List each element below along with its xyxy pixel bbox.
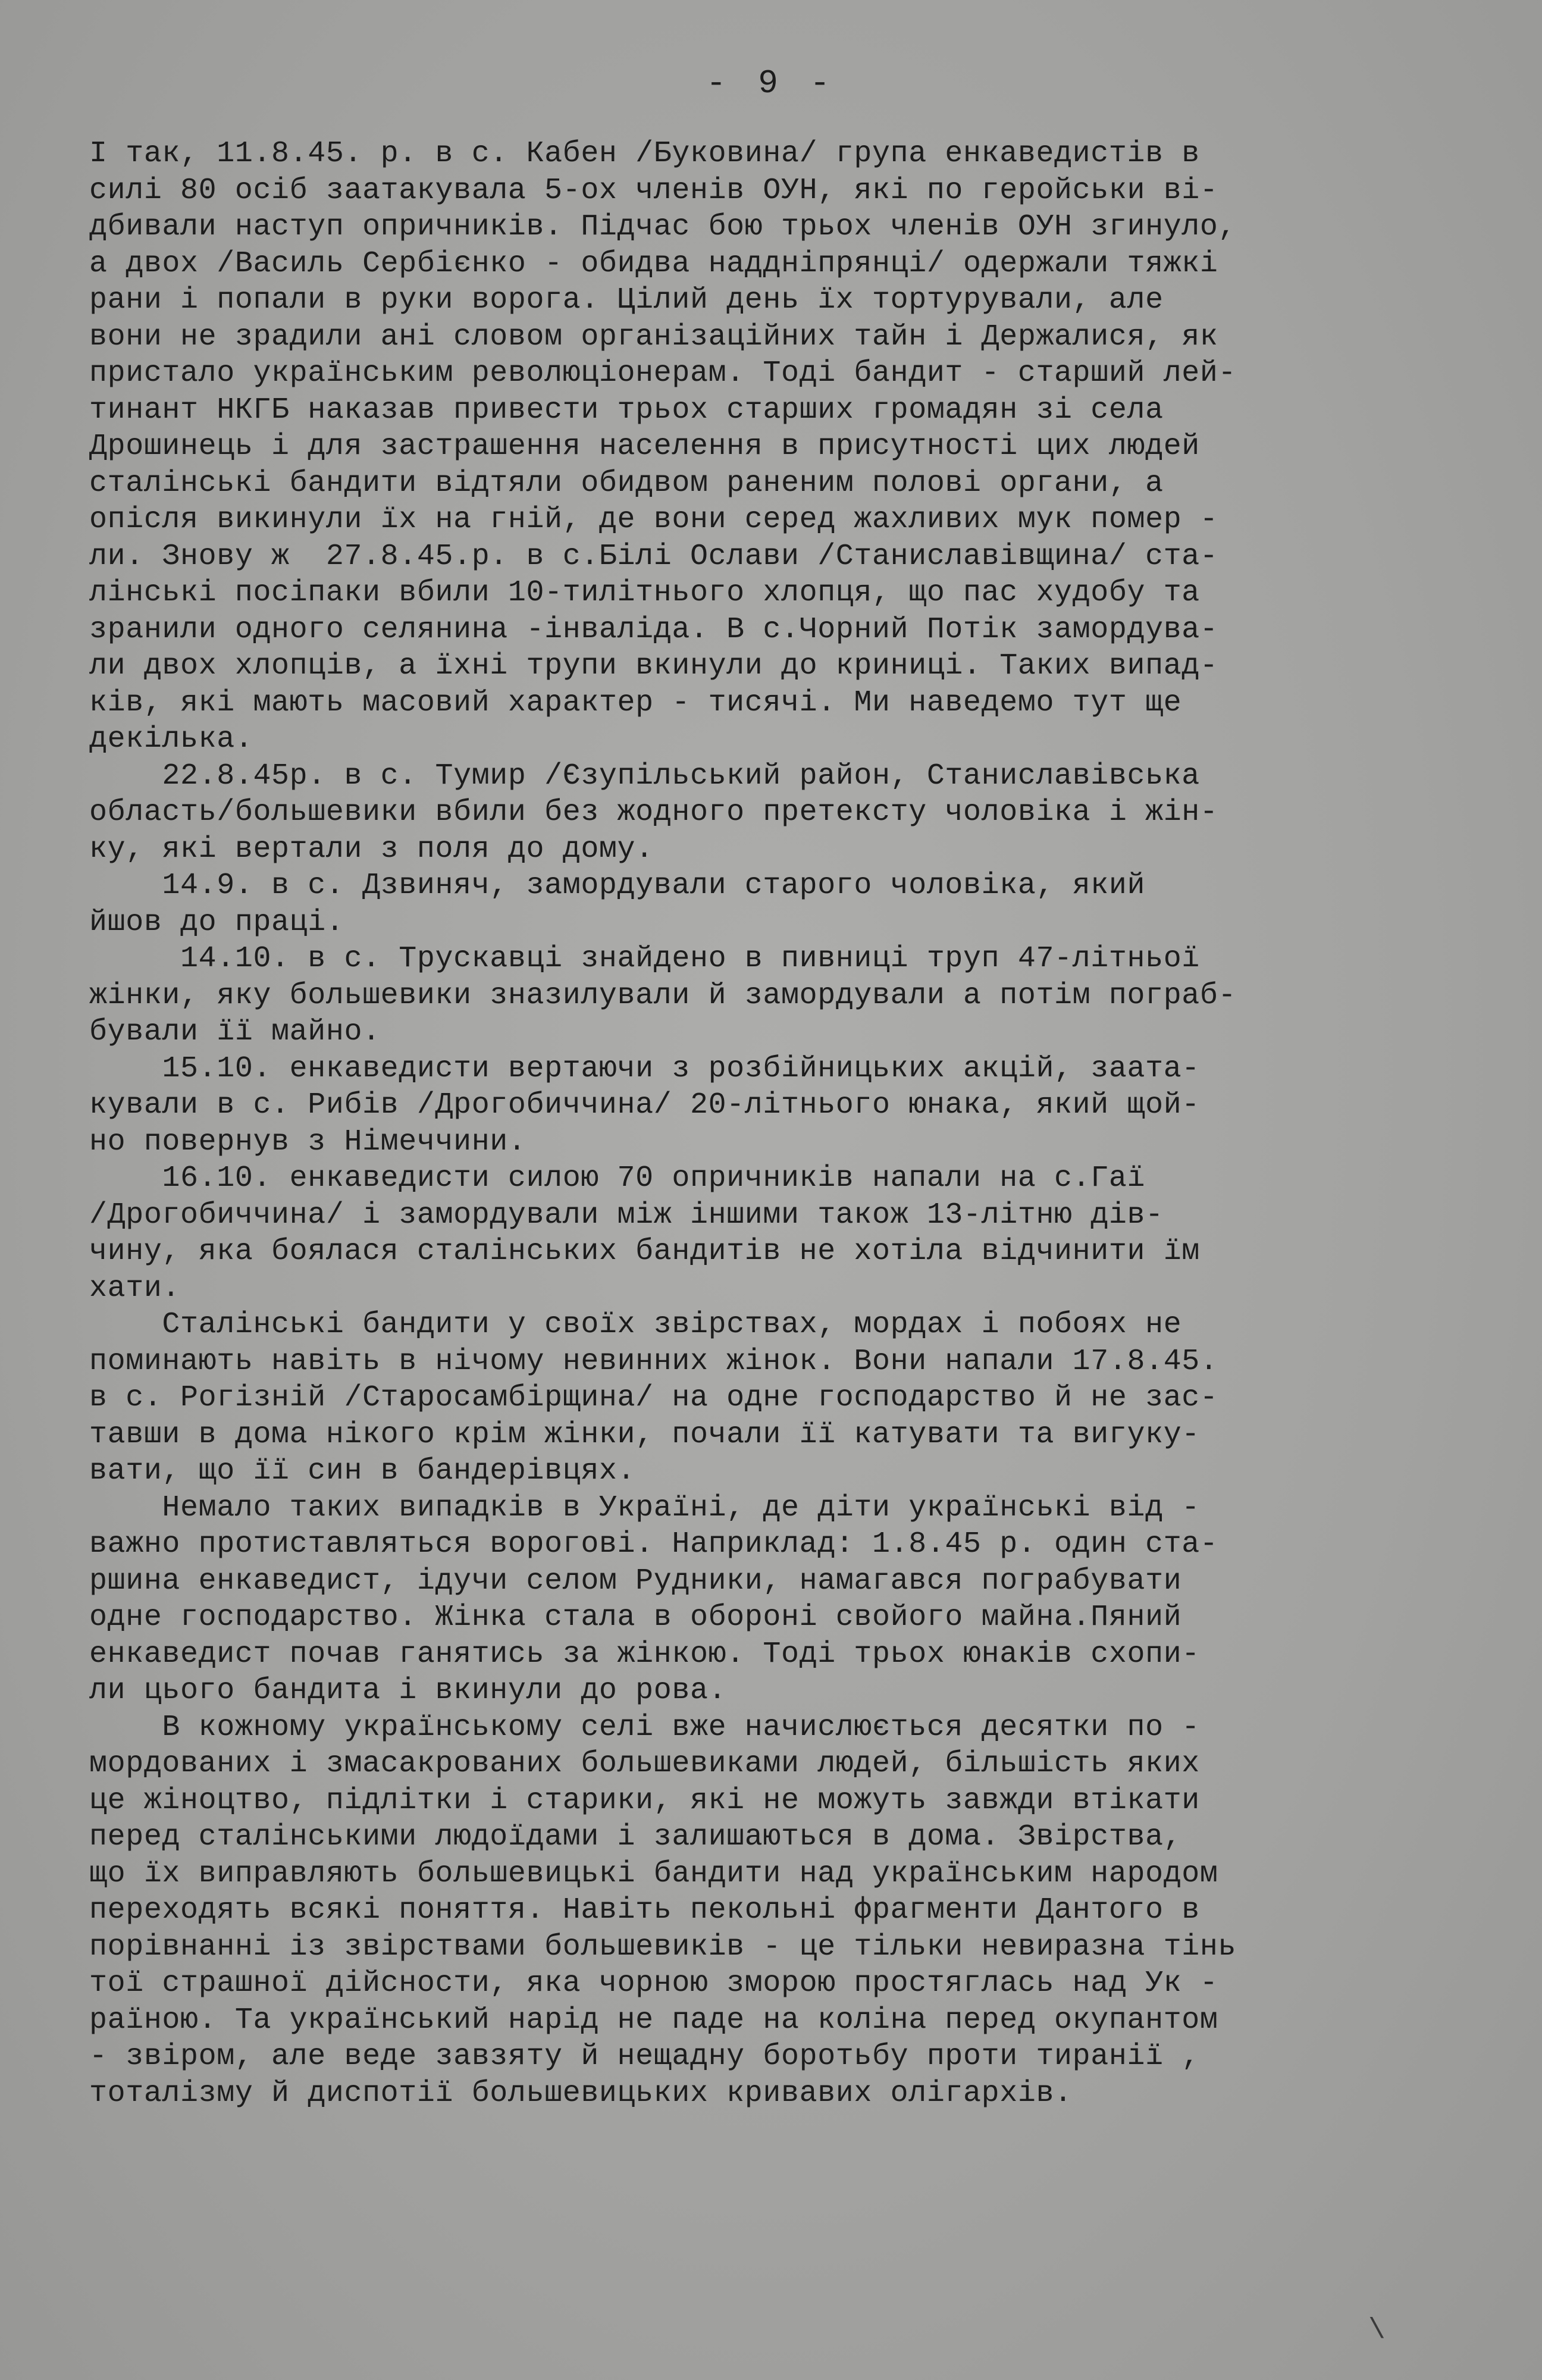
text-line: опісля викинули їх на гній, де вони серед жахливих мук помер - [89, 503, 1218, 537]
text-line: ку, які вертали з поля до дому. [89, 832, 654, 866]
text-line: це жіноцтво, підлітки і старики, які не можуть завжди втікати [89, 1783, 1200, 1818]
stray-pen-mark: \ [1368, 2315, 1386, 2347]
text-line: 14.10. в с. Трускавці знайдено в пивниці труп 47-літньої [89, 942, 1200, 976]
text-line: Немало таких випадків в Україні, де діти українські від - [89, 1490, 1200, 1525]
text-line: но повернув з Німеччини. [89, 1125, 526, 1159]
text-line: бували її майно. [89, 1015, 381, 1049]
text-line: силі 80 осіб заатакувала 5-ох членів ОУН, які по геройськи ві- [89, 173, 1218, 208]
text-line: кували в с. Рибів /Дрогобиччина/ 20-літнього юнака, який щой- [89, 1088, 1200, 1122]
text-line: тої страшної дійсности, яка чорною зморою простяглась над Ук - [89, 1966, 1218, 2000]
text-line: сталінські бандити відтяли обидвом раненим полові органи, а [89, 466, 1164, 500]
text-line: в с. Рогізній /Старосамбірщина/ на одне господарство й не зас- [89, 1381, 1218, 1415]
text-line: І так, 11.8.45. р. в с. Кабен /Буковина/ група енкаведистів в [89, 137, 1200, 171]
text-line: /Дрогобиччина/ і замордували між іншими також 13-літню дів- [89, 1198, 1164, 1232]
text-line: енкаведист почав ганятись за жінкою. Тоді трьох юнаків схопи- [89, 1637, 1200, 1671]
text-line: лінські посіпаки вбили 10-тилітнього хлопця, що пас худобу та [89, 576, 1200, 610]
text-line: ли двох хлопців, а їхні трупи вкинули до криниці. Таких випад- [89, 649, 1218, 683]
text-line: декілька. [89, 722, 253, 756]
text-line: 16.10. енкаведисти силою 70 опричників напали на с.Гаї [89, 1161, 1146, 1195]
text-line [89, 2112, 1481, 2149]
text-line: хати. [89, 1271, 181, 1305]
text-line: зранили одного селянина -інваліда. В с.Чорний Потік замордува- [89, 612, 1218, 647]
text-line: а двох /Василь Сербієнко - обидва наддніпрянці/ одержали тяжкі [89, 246, 1218, 281]
text-line: чину, яка боялася сталінських бандитів не хотіла відчинити їм [89, 1235, 1200, 1269]
text-line: мордованих і змасакрованих большевиками людей, більшість яких [89, 1747, 1200, 1781]
text-line: 15.10. енкаведисти вертаючи з розбійницьких акцій, заата- [89, 1051, 1200, 1086]
text-line: що їх виправляють большевицькі бандити над українським народом [89, 1856, 1218, 1891]
text-line: жінки, яку большевики зназилували й замордували а потім пограб- [89, 978, 1237, 1013]
body-text [89, 136, 1481, 2149]
text-line: раїною. Та український нарід не паде на коліна перед окупантом [89, 2003, 1218, 2037]
text-line: поминають навіть в нічому невинних жінок. Вони напали 17.8.45. [89, 1344, 1218, 1379]
text-line: ків, які мають масовий характер - тисячі. Ми наведемо тут ще [89, 685, 1182, 720]
text-line: перед сталінськими людоїдами і залишаються в дома. Звірства, [89, 1820, 1182, 1854]
text-line: дбивали наступ опричників. Підчас бою трьох членів ОУН згинуло, [89, 210, 1237, 244]
text-line: вати, що її син в бандерівцях. [89, 1454, 636, 1488]
text-line: - звіром, але веде завзяту й нещадну боротьбу проти тиранії , [89, 2040, 1200, 2074]
text-line: ли. Знову ж 27.8.45.р. в с.Білі Ослави /Станиславівщина/ ста- [89, 539, 1218, 574]
text-line: рани і попали в руки ворога. Цілий день їх тортурували, але [89, 283, 1164, 317]
text-line: В кожному українському селі вже начислюється десятки по - [89, 1710, 1200, 1745]
text-line: йшов до праці. [89, 905, 344, 940]
text-line: переходять всякі поняття. Навіть пекольні фрагменти Дантого в [89, 1893, 1200, 1927]
text-line: пристало українським революціонерам. Тоді бандит - старший лей- [89, 356, 1237, 390]
text-line: Дрошинець і для застрашення населення в присутності цих людей [89, 430, 1200, 464]
text-line: Сталінські бандити у своїх звірствах, мордах і побоях не [89, 1308, 1182, 1342]
text-line: тоталізму й диспотії большевицьких кривавих олігархів. [89, 2076, 1073, 2110]
text-line: тинант НКГБ наказав привести трьох старших громадян зі села [89, 393, 1164, 427]
text-line: ршина енкаведист, ідучи селом Рудники, намагався пограбувати [89, 1564, 1182, 1598]
text-line: одне господарство. Жінка стала в обороні свойого майна.Пяний [89, 1601, 1182, 1634]
text-line: ли цього бандита і вкинули до рова. [89, 1674, 727, 1708]
text-line: важно протиставляться ворогові. Наприклад: 1.8.45 р. один ста- [89, 1527, 1218, 1561]
text-line: тавши в дома нікого крім жінки, почали її катувати та вигуку- [89, 1417, 1200, 1452]
text-line: 14.9. в с. Дзвиняч, замордували старого чоловіка, який [89, 869, 1146, 903]
text-line: вони не зрадили ані словом організаційних тайн і Держалися, як [89, 320, 1218, 354]
text-line: область/большевики вбили без жодного претексту чоловіка і жін- [89, 796, 1218, 829]
text-line: порівнанні із звірствами большевиків - це тільки невиразна тінь [89, 1930, 1237, 1964]
text-line: 22.8.45р. в с. Тумир /Єзупільський район, Станиславівська [89, 759, 1200, 793]
page-number: - 9 - [706, 64, 836, 102]
